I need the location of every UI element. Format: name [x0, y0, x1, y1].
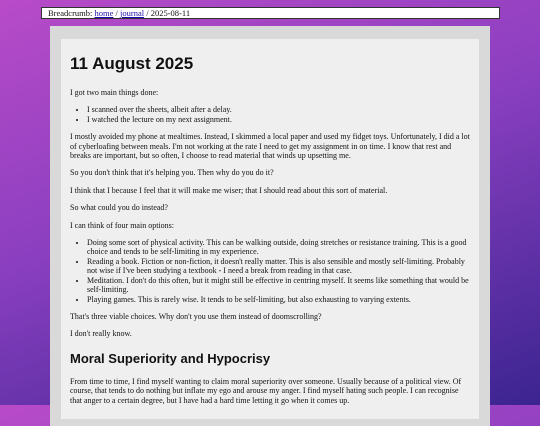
list-item: • Meditation. I don't do this often, but it might still be effective in centring myself. It seems like something that would be self-limiting. [87, 276, 470, 295]
body-paragraph: I can think of four main options: [70, 220, 174, 230]
breadcrumb-link-home[interactable]: home [94, 8, 114, 18]
section-heading: Moral Superiority and Hypocrisy [70, 350, 271, 366]
body-paragraph: From time to time, I find myself wanting to claim moral superiority over someone. Usually because of a political view. Of course, that tends to do nothing but inflate my ego and arouse my anger. I find myself hating such people. I can recognise that anger to a certain degree, but I have had a hard time letting it go when it comes up. [70, 376, 462, 405]
list-item: • I watched the lecture on my next assignment. [87, 115, 470, 124]
options-list [70, 238, 470, 304]
page-title: 11 August 2025 [70, 54, 194, 73]
breadcrumb-current: 2025-08-11 [150, 8, 191, 18]
breadcrumb-link-journal[interactable]: journal [120, 8, 145, 18]
body-paragraph: So what could you do instead? [70, 203, 168, 213]
body-paragraph: I don't really know. [70, 329, 132, 339]
body-paragraph: That's three viable choices. Why don't you use them instead of doomscrolling? [70, 311, 322, 321]
body-paragraph: I mostly avoided my phone at mealtimes. Instead, I skimmed a local paper and used my fidget toys. Unfortunately, I did a lot of cyberloafing between meals. I'm not working at the rate I need to get my assignment in on time. I know that rest and breaks are important, but so often, I choose to read material that winds up upsetting me. [70, 132, 470, 161]
body-paragraph: So you don't think that it's helping you. Then why do you do it? [70, 168, 274, 178]
breadcrumb [41, 7, 500, 19]
done-list [70, 105, 470, 124]
list-item: • I scanned over the sheets, albeit after a delay. [87, 105, 470, 114]
list-item: • Playing games. This is rarely wise. It tends to be self-limiting, but also exhausting to varying extents. [87, 295, 470, 304]
breadcrumb-separator: / [115, 8, 118, 18]
intro-paragraph: I got two main things done: [70, 88, 159, 97]
breadcrumb-separator: / [146, 8, 149, 18]
list-item: • Reading a book. Fiction or non-fiction, it doesn't really matter. This is also sensible and mostly self-limiting. Probably not wise if I've been studying a textbook - I need a break from reading in that case. [87, 257, 470, 276]
body-paragraph: I think that I because I feel that it will make me wiser; that I should read about this sort of material. [70, 185, 388, 195]
journal-entry [61, 39, 479, 419]
breadcrumb-label: Breadcrumb: [48, 8, 93, 18]
list-item: • Doing some sort of physical activity. This can be walking outside, doing stretches or resistance training. This is a good choice and tends to be self-limiting in my experience. [87, 238, 470, 257]
